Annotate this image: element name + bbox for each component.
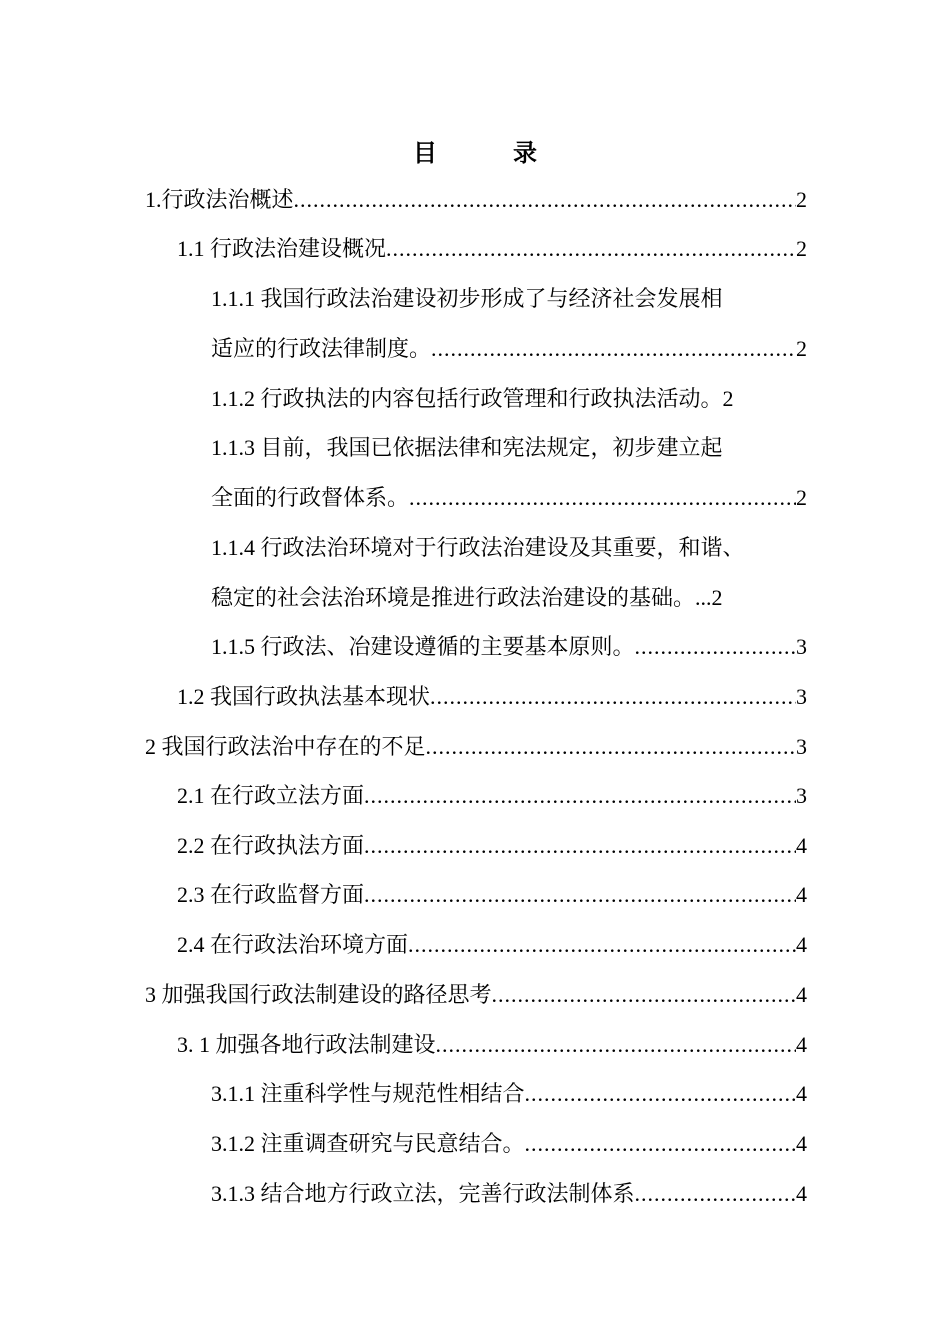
toc-entry[interactable] [177, 925, 807, 965]
toc-leader [525, 1074, 796, 1114]
toc-entry[interactable] [211, 1174, 807, 1214]
toc-entry[interactable] [211, 379, 807, 419]
toc-leader [364, 776, 796, 816]
toc-leader [430, 677, 796, 717]
toc-title: 目 录 [413, 141, 563, 167]
toc-entry-text: 1.1 行政法治建设概况 [177, 236, 387, 261]
toc-entry-page: 4 [796, 1032, 807, 1057]
toc-entry-text: 3 加强我国行政法制建设的路径思考 [145, 982, 492, 1007]
toc-entry-page: 2 [722, 386, 734, 411]
toc-entry[interactable] [145, 180, 807, 220]
toc-entry-text[interactable]: 1.1.1 我国行政法治建设初步形成了与经济社会发展相 [211, 286, 723, 311]
toc-leader [635, 1174, 796, 1214]
toc-entry[interactable] [177, 826, 807, 866]
toc-entry-text: 2.2 在行政执法方面 [177, 833, 365, 858]
toc-entry-text: 1.行政法治概述 [145, 187, 294, 212]
toc-entry-page: 3 [796, 783, 807, 808]
toc-leader [386, 229, 796, 269]
toc-leader [409, 478, 796, 518]
toc-entry-page: 2 [796, 236, 807, 261]
toc-leader [294, 180, 796, 220]
toc-entry-text: 2.3 在行政监督方面 [177, 882, 365, 907]
toc-entry[interactable] [211, 627, 807, 667]
toc-entry-text: 1.1.2 行政执法的内容包括行政管理和行政执法活动。 [211, 386, 723, 411]
toc-leader [364, 875, 796, 915]
toc-leader [364, 826, 796, 866]
toc-entry-page: 2 [796, 485, 807, 510]
toc-entry[interactable] [177, 677, 807, 717]
toc-entry-text: 稳定的社会法治环境是推进行政法治建设的基础。... [211, 585, 712, 610]
toc-leader [492, 975, 796, 1015]
toc-entry[interactable] [145, 975, 807, 1015]
toc-leader [408, 925, 796, 965]
toc-leader [426, 727, 796, 767]
toc-entry[interactable] [211, 578, 807, 618]
toc-entry[interactable] [177, 776, 807, 816]
toc-entry-page: 2 [711, 585, 723, 610]
toc-entry-text: 2.1 在行政立法方面 [177, 783, 365, 808]
toc-entry-text: 3.1.1 注重科学性与规范性相结合 [211, 1081, 525, 1106]
toc-entry-text: 1.2 我国行政执法基本现状 [177, 684, 431, 709]
toc-leader [635, 627, 796, 667]
toc-entry[interactable] [177, 875, 807, 915]
toc-entry-text: 全面的行政督体系。 [211, 485, 410, 510]
toc-leader [525, 1124, 796, 1164]
toc-entry-text: 1.1.5 行政法、冶建设遵循的主要基本原则。 [211, 634, 635, 659]
toc-entry[interactable] [211, 1124, 807, 1164]
toc-entry[interactable] [145, 727, 807, 767]
toc-entry-text[interactable]: 1.1.3 目前，我国已依据法律和宪法规定，初步建立起 [211, 435, 723, 460]
toc-entry-text: 2 我国行政法治中存在的不足 [145, 734, 426, 759]
toc-leader [436, 1025, 796, 1065]
toc-entry-page: 4 [796, 1181, 807, 1206]
toc-entry-page: 2 [796, 187, 807, 212]
toc-entry-page: 2 [796, 336, 807, 361]
toc-entry-page: 4 [796, 1131, 807, 1156]
toc-entry[interactable] [211, 1074, 807, 1114]
toc-entry-page: 4 [796, 932, 807, 957]
toc-entry[interactable] [177, 229, 807, 269]
toc-entry-text: 3.1.2 注重调查研究与民意结合。 [211, 1131, 525, 1156]
toc-entry[interactable] [211, 478, 807, 518]
toc-entry-page: 4 [796, 882, 807, 907]
toc-entry-page: 3 [796, 734, 807, 759]
toc-entry[interactable] [177, 1025, 807, 1065]
toc-entry-page: 3 [796, 634, 807, 659]
toc-entry-page: 4 [796, 833, 807, 858]
toc-entry-text: 3. 1 加强各地行政法制建设 [177, 1032, 436, 1057]
toc-entry-text: 3.1.3 结合地方行政立法，完善行政法制体系 [211, 1181, 635, 1206]
toc-entry-text: 适应的行政法律制度。 [211, 336, 432, 361]
toc-entry-text: 2.4 在行政法治环境方面 [177, 932, 409, 957]
toc-entry-page: 3 [796, 684, 807, 709]
toc-entry-page: 4 [796, 1081, 807, 1106]
toc-leader [431, 329, 796, 369]
toc-entry-page: 4 [796, 982, 807, 1007]
toc-entry-text[interactable]: 1.1.4 行政法治环境对于行政法治建设及其重要，和谐、 [211, 535, 745, 560]
toc-entry[interactable] [211, 329, 807, 369]
